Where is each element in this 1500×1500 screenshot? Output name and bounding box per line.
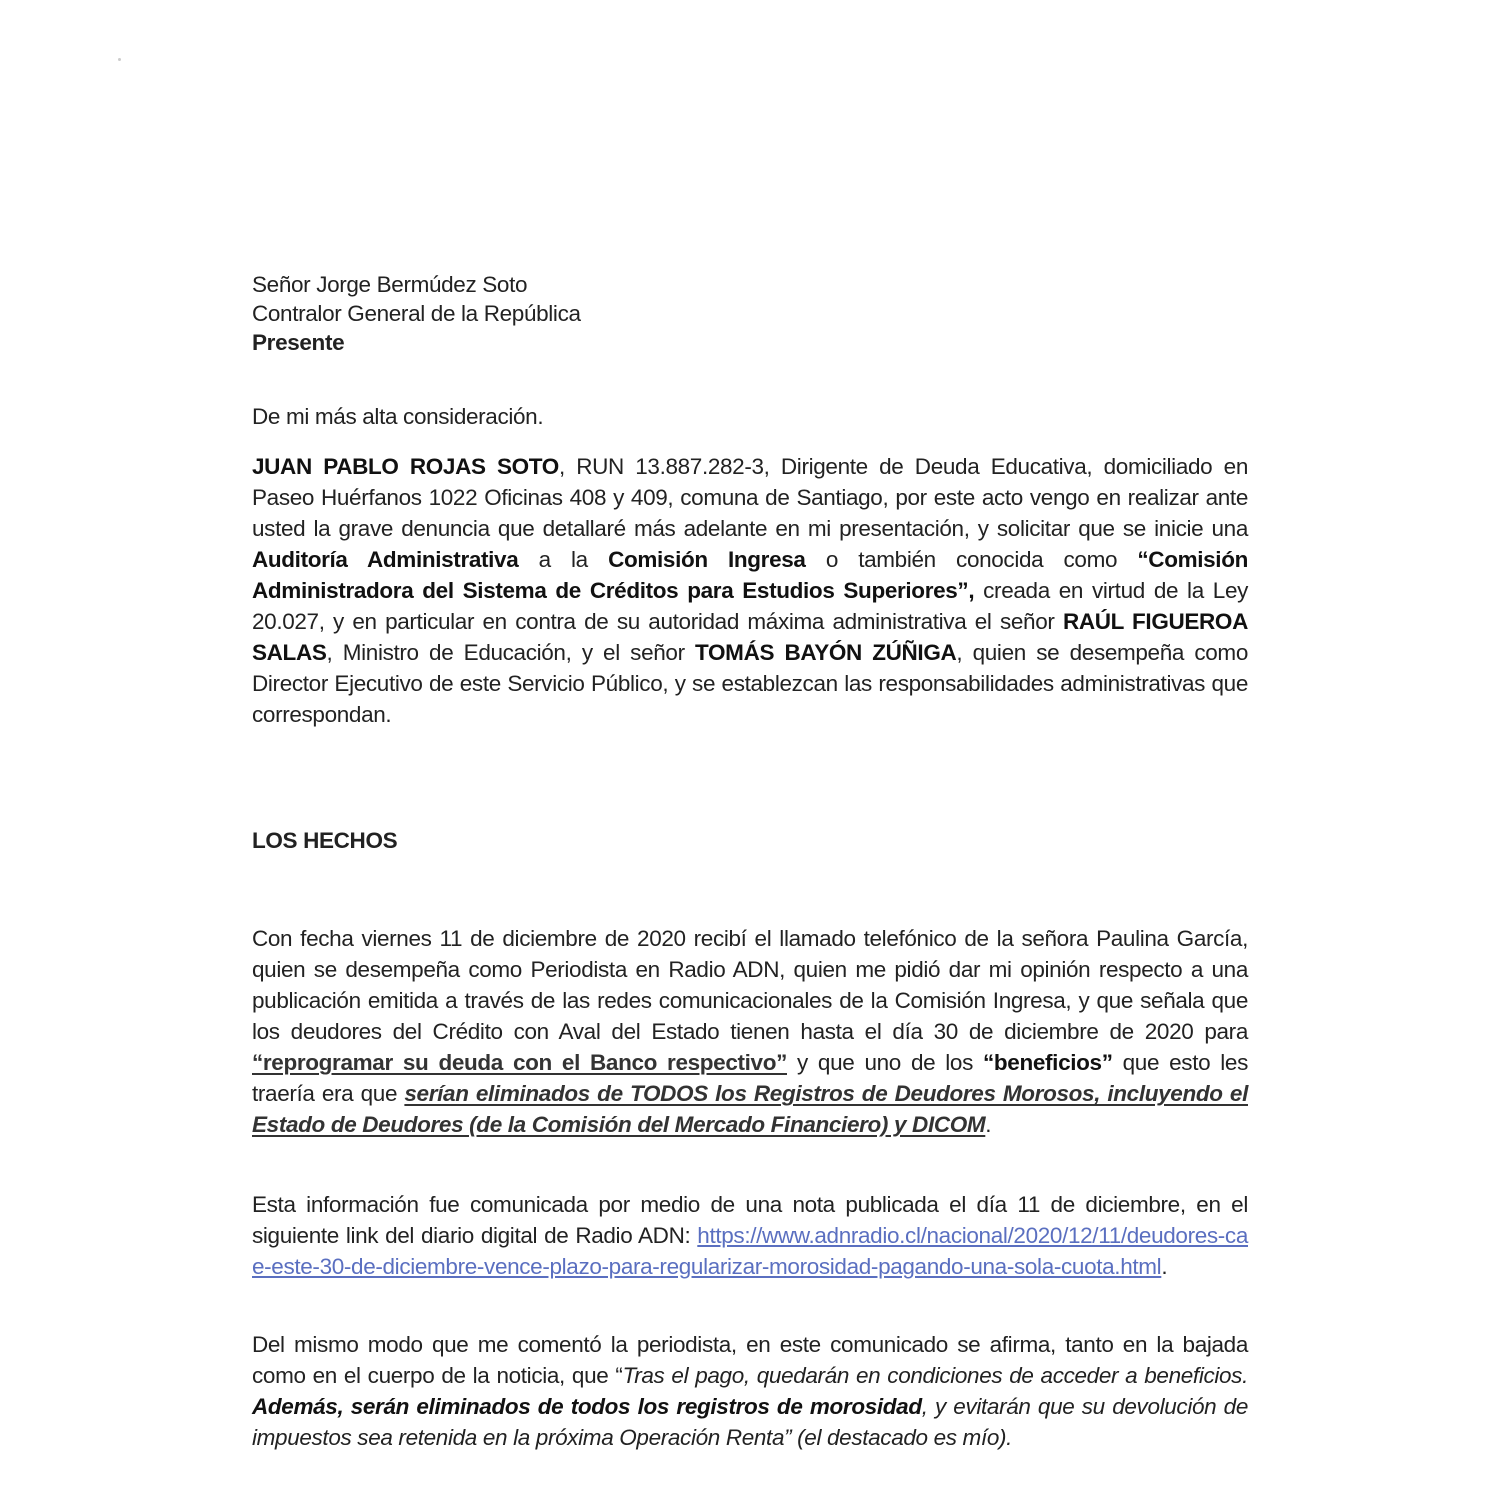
text-bold-italic: Además, serán eliminados de todos los registros de morosidad (252, 1394, 922, 1419)
text-bold: “beneficios” (983, 1050, 1113, 1075)
text-bold: Comisión Ingresa (608, 547, 806, 572)
text: que esto les traería era que (252, 1050, 1248, 1106)
recipient-title: Contralor General de la República (252, 301, 581, 326)
text-bold: “Comisión Administradora del Sistema de Créditos para Estudios Superiores”, (252, 547, 1248, 603)
text-bold: Auditoría Administrativa (252, 547, 519, 572)
complainant-name: JUAN PABLO ROJAS SOTO (252, 454, 559, 479)
text: creada en virtud de la Ley 20.027, y en particular en contra de su autoridad máxima administrativa el señor (252, 578, 1249, 634)
paragraph-quote (252, 1329, 1248, 1453)
text-italic: Tras el pago, quedarán en condiciones de acceder a beneficios. (622, 1363, 1248, 1388)
recipient-address (252, 270, 1248, 357)
paragraph-facts (252, 923, 1248, 1140)
section-heading: LOS HECHOS (252, 828, 398, 853)
text-italic: , y evitarán que su devolución de impuestos sea retenida en la próxima Operación Renta” (252, 1394, 1248, 1450)
text: , quien se desempeña como Director Ejecutivo de este Servicio Público, y se establezcan las responsabilidades administrativas que correspondan. (252, 640, 1248, 727)
paragraph-complaint (252, 451, 1248, 730)
text: a la (518, 547, 609, 572)
presente-label: Presente (252, 330, 345, 355)
greeting: De mi más alta consideración. (252, 404, 544, 429)
text: y que uno de los (787, 1050, 984, 1075)
text: Esta información fue comunicada por medio de una nota publicada el día 11 de diciembre, en el siguiente link del diario digital de Radio ADN: (252, 1192, 1248, 1248)
text: Del mismo modo que me comentó la periodista, en este comunicado se afirma, tanto en la bajada como en el cuerpo de la noticia, que “ (252, 1332, 1248, 1388)
text: , RUN 13.887.282-3, Dirigente de Deuda Educativa, domiciliado en Paseo Huérfanos 1022 Oficinas 408 y 409, comuna de Santiago, por este acto vengo en realizar ante usted la grave denuncia que detallaré más adelante en mi presentación, y solicitar que se inicie una (252, 454, 1248, 541)
text-bold: RAÚL FIGUEROA SALAS (252, 609, 1248, 665)
text: . (985, 1112, 992, 1137)
news-link[interactable]: https://www.adnradio.cl/nacional/2020/12/11/deudores-cae-este-30-de-diciembre-vence-plazo-para-regularizar-morosidad-pagando-una-sola-cuota.html (252, 1223, 1248, 1279)
text-bold-italic-underlined: serían eliminados de TODOS los Registros de Deudores Morosos, incluyendo el Estado de Deudores (de la Comisión del Mercado Financiero) y DICOM (252, 1081, 1248, 1137)
text: , Ministro de Educación, y el señor (326, 640, 696, 665)
text: Con fecha viernes 11 de diciembre de 2020 recibí el llamado telefónico de la señora Paulina García, quien se desempeña como Periodista en Radio ADN, quien me pidió dar mi opinión respecto a una publicación emitida a través de las redes comunicacionales de la Comisión Ingresa, y que señala que los deudores del Crédito con Aval del Estado tienen hasta el día 30 de diciembre de 2020 para (252, 926, 1248, 1044)
text-bold-underlined: “reprogramar su deuda con el Banco respectivo” (252, 1050, 787, 1075)
text: . (1161, 1254, 1168, 1279)
recipient-name: Señor Jorge Bermúdez Soto (252, 272, 528, 297)
text-bold: TOMÁS BAYÓN ZÚÑIGA (695, 640, 957, 665)
paragraph-source (252, 1189, 1248, 1282)
text-italic: (el destacado es mío). (791, 1425, 1013, 1450)
text: o también conocida como (805, 547, 1138, 572)
scan-speck (118, 58, 121, 61)
